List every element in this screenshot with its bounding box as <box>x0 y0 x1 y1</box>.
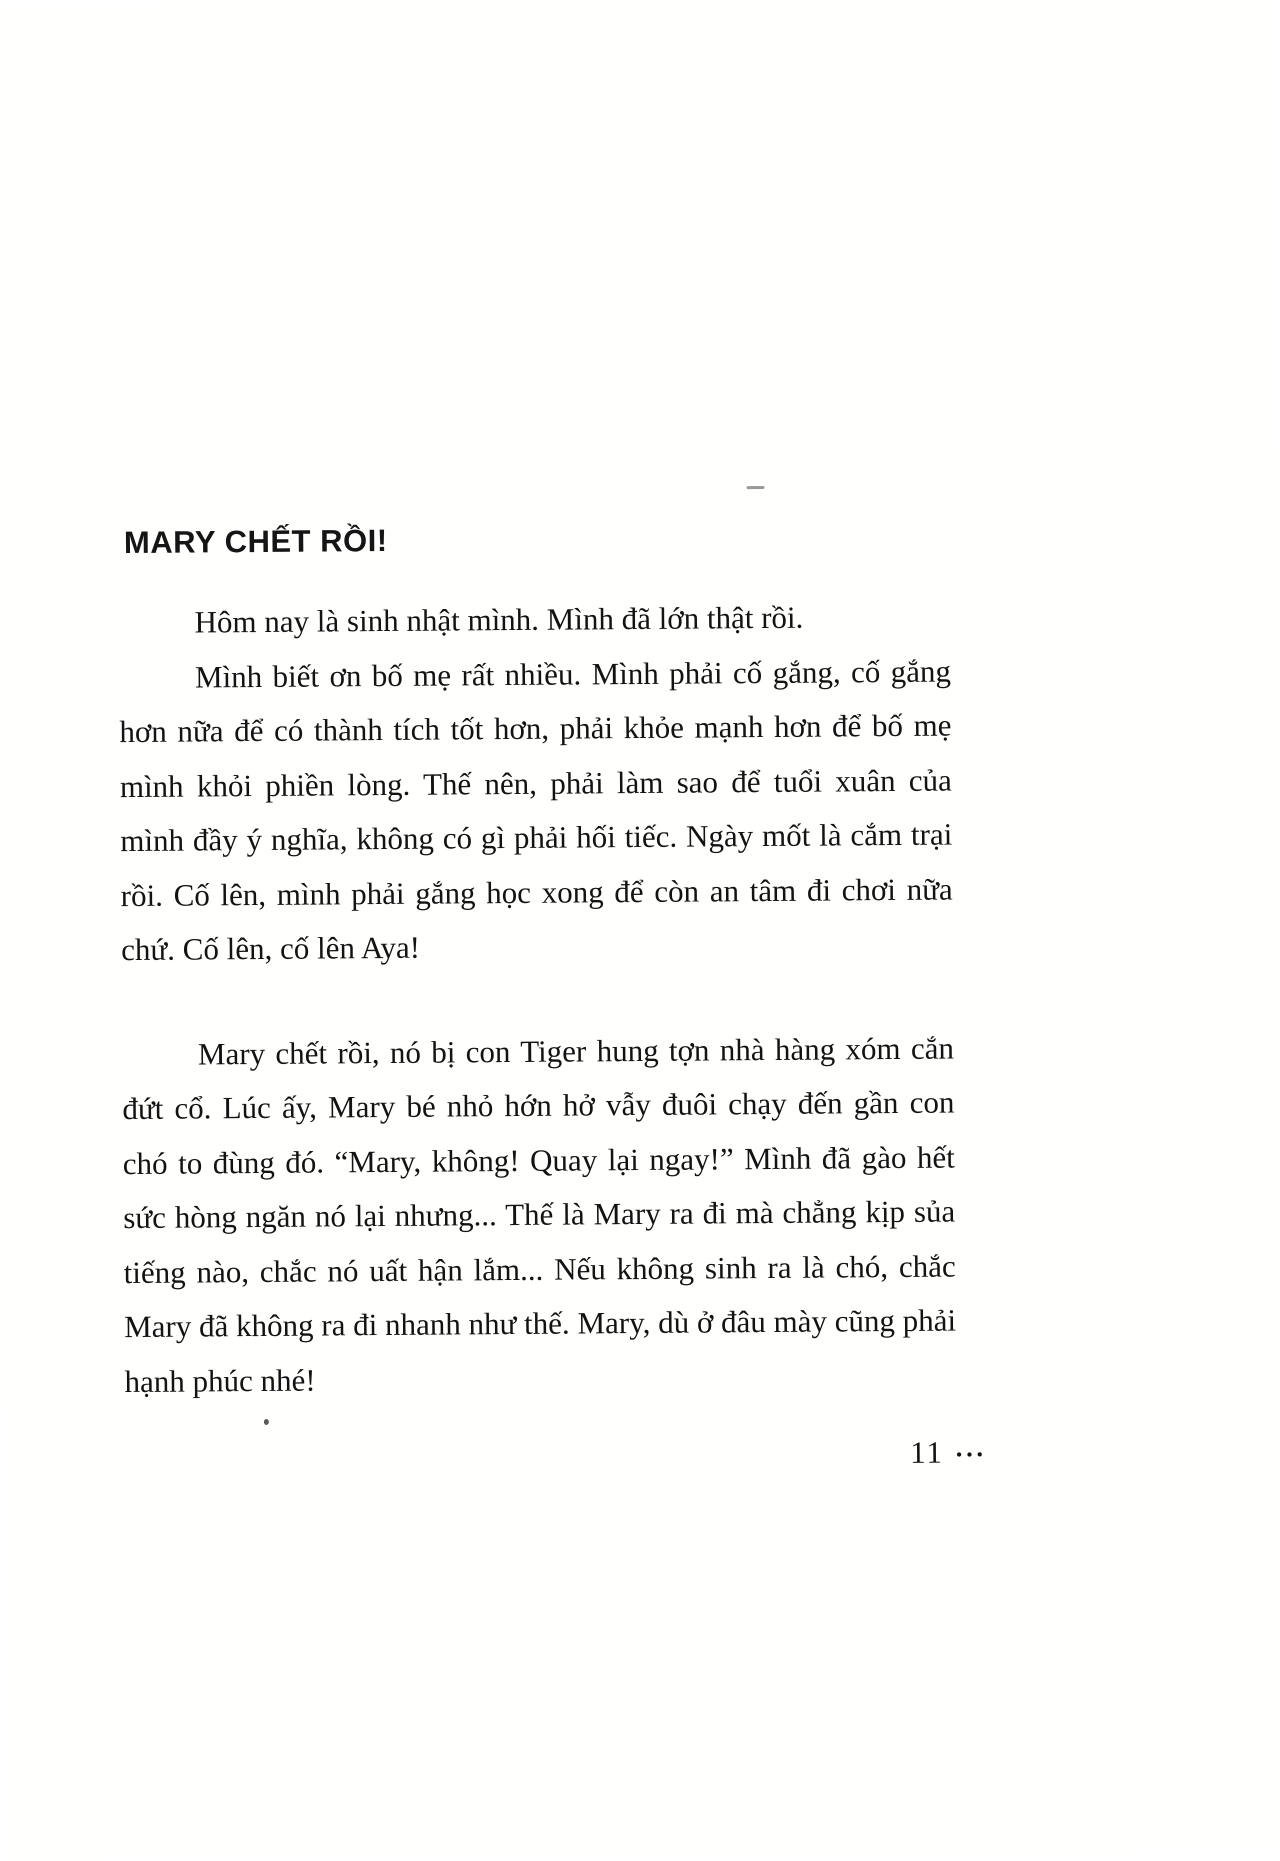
paragraph-3: Mary chết rồi, nó bị con Tiger hung tợn nhà hàng xóm cắn đứt cổ. Lúc ấy, Mary bé nhỏ hớn hở vẫy đuôi chạy đến gần con chó to đùng đó. “Mary, không! Quay lại ngay!” Mình đã gào hết sức hòng ngăn nó lại nhưng... Thế là Mary ra đi mà chẳng kịp sủa tiếng nào, chắc nó uất hận lắm... Nếu không sinh ra là chó, chắc Mary đã không ra đi nhanh như thế. Mary, dù ở đâu mày cũng phải hạnh phúc nhé! <box>122 1030 957 1399</box>
scan-artifact-dot <box>264 1419 269 1425</box>
chapter-heading: MARY CHẾT RỒI! <box>123 522 388 561</box>
page-footer <box>910 1434 987 1471</box>
page-number: 11 <box>909 1434 945 1470</box>
paragraph-2: Mình biết ơn bố mẹ rất nhiều. Mình phải cố gắng, cố gắng hơn nữa để có thành tích tốt hơn, phải khỏe mạnh hơn để bố mẹ mình khỏi phiền lòng. Thế nên, phải làm sao để tuổi xuân của mình đầy ý nghĩa, không có gì phải hối tiếc. Ngày mốt là cắm trại rồi. Cố lên, mình phải gắng học xong để còn an tâm đi chơi nữa chứ. Cố lên, cố lên Aya! <box>119 653 953 968</box>
page-number-dots-icon: ••• <box>955 1443 987 1465</box>
scan-artifact-dash <box>747 486 765 489</box>
paragraph-1: Hôm nay là sinh nhật mình. Mình đã lớn thật rồi. <box>194 599 804 640</box>
body-text-block <box>118 590 956 1410</box>
